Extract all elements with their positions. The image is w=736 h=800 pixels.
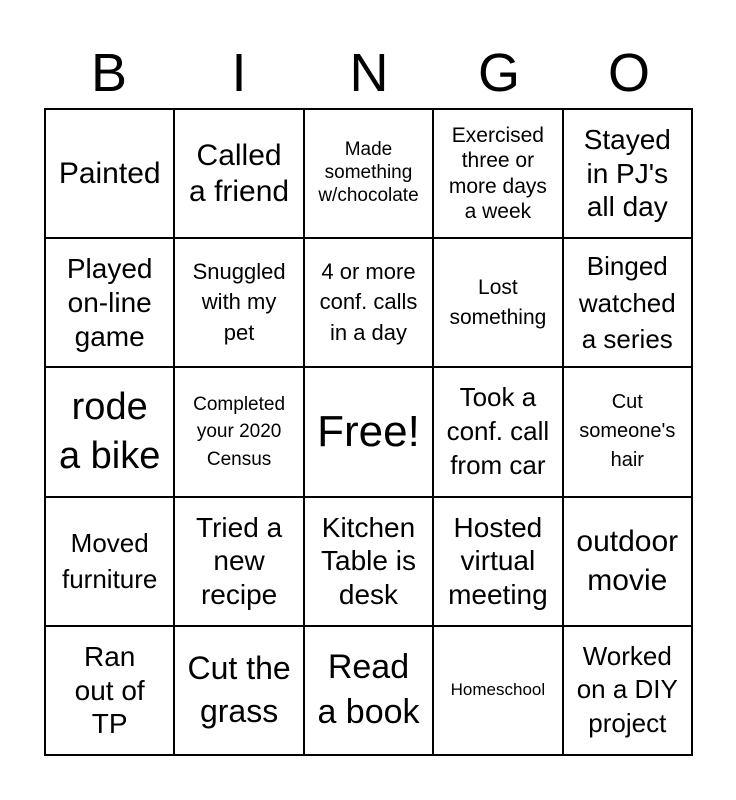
- bingo-cell[interactable]: Played on-line game: [45, 238, 174, 367]
- bingo-cell[interactable]: Called a friend: [174, 109, 303, 238]
- header-letter-o: O: [607, 43, 650, 103]
- free-space[interactable]: Free!: [304, 367, 433, 496]
- bingo-cell[interactable]: outdoor movie: [563, 497, 692, 626]
- bingo-header: [44, 40, 694, 106]
- bingo-cell[interactable]: Binged watched a series: [563, 238, 692, 367]
- bingo-cell[interactable]: 4 or more conf. calls in a day: [304, 238, 433, 367]
- bingo-cell[interactable]: Stayed in PJ's all day: [563, 109, 692, 238]
- bingo-cell[interactable]: Ran out of TP: [45, 626, 174, 755]
- bingo-cell[interactable]: Read a book: [304, 626, 433, 755]
- bingo-cell[interactable]: Snuggled with my pet: [174, 238, 303, 367]
- bingo-cell[interactable]: Made something w/chocolate: [304, 109, 433, 238]
- header-letter-n: N: [349, 43, 389, 103]
- header-letter-b: B: [90, 43, 128, 103]
- bingo-cell[interactable]: Moved furniture: [45, 497, 174, 626]
- bingo-cell[interactable]: Homeschool: [433, 626, 562, 755]
- bingo-cell[interactable]: rode a bike: [45, 367, 174, 496]
- header-letter-g: G: [477, 43, 520, 103]
- bingo-cell[interactable]: Lost something: [433, 238, 562, 367]
- bingo-cell[interactable]: Worked on a DIY project: [563, 626, 692, 755]
- bingo-cell[interactable]: Tried a new recipe: [174, 497, 303, 626]
- bingo-cell[interactable]: Exercised three or more days a week: [433, 109, 562, 238]
- bingo-grid: [44, 108, 693, 756]
- bingo-cell[interactable]: Cut the grass: [174, 626, 303, 755]
- header-letter-i: I: [231, 43, 247, 103]
- bingo-cell[interactable]: Kitchen Table is desk: [304, 497, 433, 626]
- bingo-cell[interactable]: Hosted virtual meeting: [433, 497, 562, 626]
- bingo-cell[interactable]: Completed your 2020 Census: [174, 367, 303, 496]
- bingo-cell[interactable]: Took a conf. call from car: [433, 367, 562, 496]
- bingo-cell[interactable]: Cut someone's hair: [563, 367, 692, 496]
- bingo-cell[interactable]: Painted: [45, 109, 174, 238]
